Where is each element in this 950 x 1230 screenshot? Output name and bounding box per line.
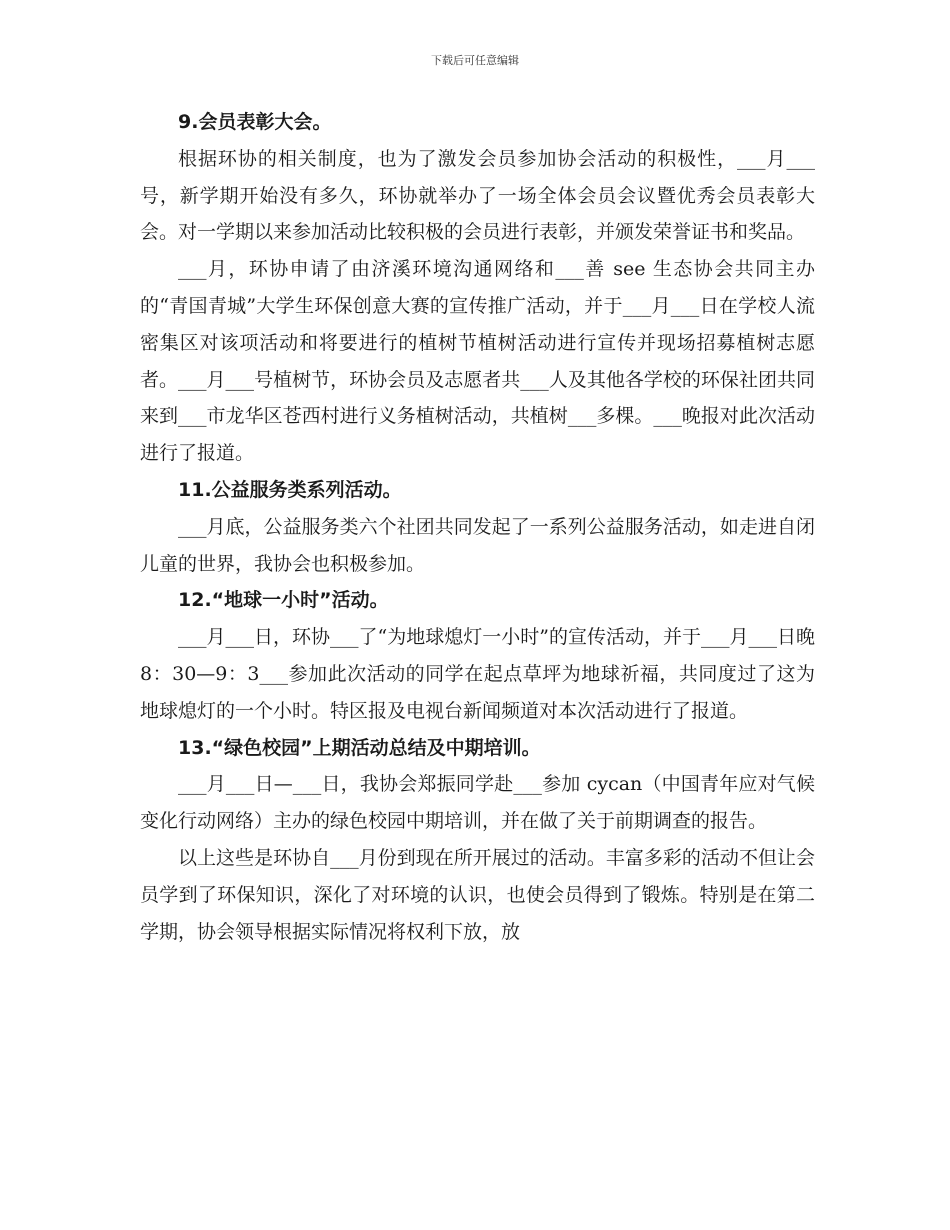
paragraph-earth-hour: ___月___日，环协___了“为地球熄灯一小时”的宣传活动，并于___月___日晚 8：30—9：3___参加此次活动的同学在起点草坪为地球祈福，共同度过了这为地球熄灯的一个小时。特区报及电视台新闻频道对本次活动进行了报道。 [140,626,815,722]
document-body [140,104,815,950]
paragraph-tree-planting: ___月，环协申请了由济溪环境沟通网络和___善 see 生态协会共同主办的“青国青城”大学生环保创意大赛的宣传推广活动，并于___月___日在学校人流密集区对该项活动和将要进行的植树节植树活动进行宣传并现场招募植树志愿者。___月___号植树节，环协会员及志愿者共___人及其他各学校的环保社团共同来到___市龙华区苍西村进行义务植树活动，共植树___多棵。___晚报对此次活动进行了报道。 [140,258,815,465]
section-heading-9: 9.会员表彰大会。 [178,111,332,133]
section-heading-13: 13.“绿色校园”上期活动总结及中期培训。 [178,736,541,759]
paragraph-member-awards: 根据环协的相关制度，也为了激发会员参加协会活动的积极性，___月___号，新学期开始没有多久，环协就举办了一场全体会员会议暨优秀会员表彰大会。对一学期以来参加活动比较积极的会员进行表彰，并颁发荣誉证书和奖品。 [140,147,815,244]
section-heading-11: 11.公益服务类系列活动。 [178,478,402,501]
page-header: 下载后可任意编辑 [431,54,519,67]
paragraph-green-campus: ___月___日—___日，我协会郑振同学赴___参加 cycan（中国青年应对气候变化行动网络）主办的绿色校园中期培训，并在做了关于前期调查的报告。 [140,773,815,833]
paragraph-summary: 以上这些是环协自___月份到现在所开展过的活动。丰富多彩的活动不但让会员学到了环保知识，深化了对环境的认识，也使会员得到了锻炼。特别是在第二学期，协会领导根据实际情况将权利下放，放 [140,846,815,943]
section-heading-12: 12.“地球一小时”活动。 [178,589,389,612]
paragraph-public-service: ___月底，公益服务类六个社团共同发起了一系列公益服务活动，如走进自闭儿童的世界，我协会也积极参加。 [140,515,815,575]
